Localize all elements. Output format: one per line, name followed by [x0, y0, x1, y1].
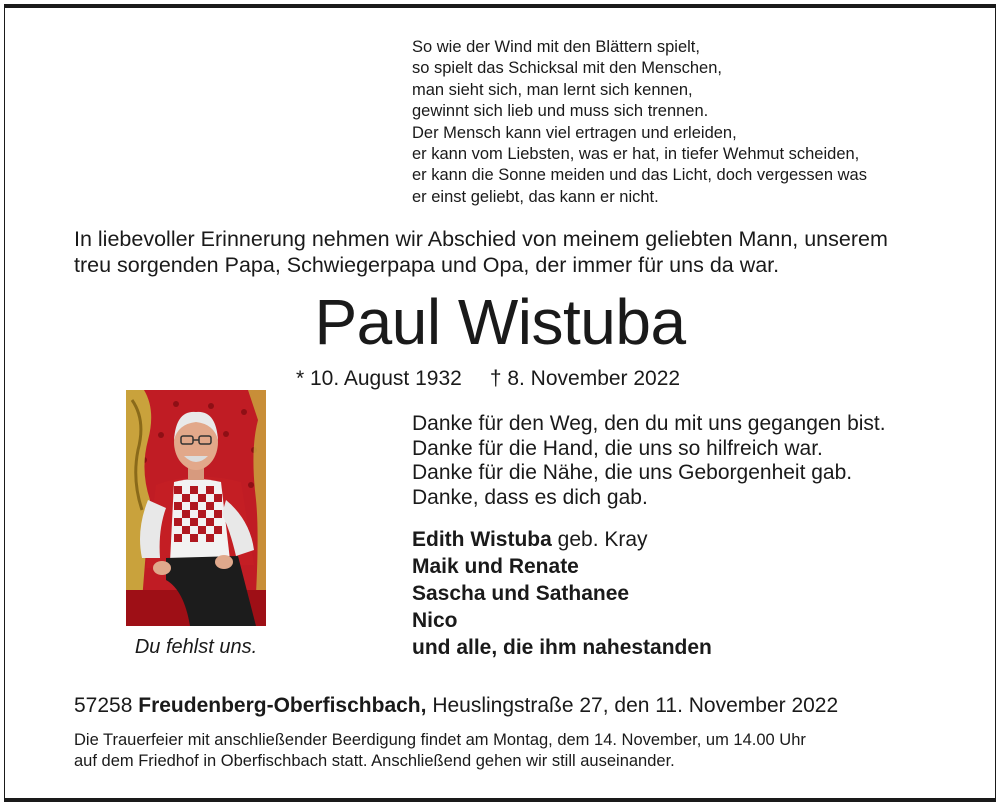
mourner-line: und alle, die ihm nahestanden — [412, 636, 712, 659]
deceased-name: Paul Wistuba — [314, 286, 686, 358]
poem-line: er kann vom Liebsten, was er hat, in tiefer Wehmut scheiden, — [412, 145, 860, 164]
birth-date: * 10. August 1932 — [296, 367, 462, 390]
photo-caption: Du fehlst uns. — [134, 636, 258, 658]
address-town: Freudenberg-Oberfischbach, — [138, 694, 427, 717]
address-zip: 57258 — [74, 694, 133, 717]
mourner-spouse — [412, 526, 712, 553]
poem-line: so spielt das Schicksal mit den Menschen, — [412, 59, 722, 78]
life-dates — [296, 366, 680, 392]
thanks-line: Danke für die Nähe, die uns Geborgenheit gab. — [412, 461, 853, 484]
address-line — [74, 693, 838, 719]
poem-line: Der Mensch kann viel ertragen und erleiden, — [412, 123, 737, 142]
intro-line: In liebevoller Erinnerung nehmen wir Abschied von meinem geliebten Mann, unserem — [74, 227, 888, 251]
mourner-line: Maik und Renate — [412, 555, 579, 578]
portrait-illustration — [126, 390, 266, 626]
mourner-line: Sascha und Sathanee — [412, 582, 630, 605]
thanks-verse — [412, 412, 886, 510]
poem-line: So wie der Wind mit den Blättern spielt, — [412, 38, 700, 56]
intro-text — [74, 226, 954, 278]
notice-line: Die Trauerfeier mit anschließender Beerdigung findet am Montag, dem 14. November, um 14.00 Uhr — [74, 731, 806, 749]
portrait-photo — [126, 390, 266, 626]
poem-line: gewinnt sich lieb und muss sich trennen. — [412, 102, 709, 121]
poem — [412, 37, 972, 208]
funeral-notice — [74, 730, 806, 772]
mourner-line: Nico — [412, 609, 458, 632]
mourners-list — [412, 526, 712, 661]
spouse-name: Edith Wistuba — [412, 528, 552, 551]
death-date: † 8. November 2022 — [489, 367, 681, 390]
poem-line: er kann die Sonne meiden und das Licht, doch vergessen was — [412, 166, 867, 185]
thanks-line: Danke für den Weg, den du mit uns gegangen bist. — [412, 412, 886, 435]
poem-line: man sieht sich, man lernt sich kennen, — [412, 80, 693, 99]
intro-line: treu sorgenden Papa, Schwiegerpapa und Opa, der immer für uns da war. — [74, 253, 780, 277]
notice-line: auf dem Friedhof in Oberfischbach statt. Anschließend gehen wir still auseinander. — [74, 752, 675, 770]
spouse-birthname: geb. Kray — [557, 528, 648, 551]
poem-line: er einst geliebt, das kann er nicht. — [412, 187, 659, 206]
thanks-line: Danke, dass es dich gab. — [412, 485, 648, 509]
thanks-line: Danke für die Hand, die uns so hilfreich war. — [412, 436, 823, 460]
address-street-date: Heuslingstraße 27, den 11. November 2022 — [432, 694, 839, 717]
